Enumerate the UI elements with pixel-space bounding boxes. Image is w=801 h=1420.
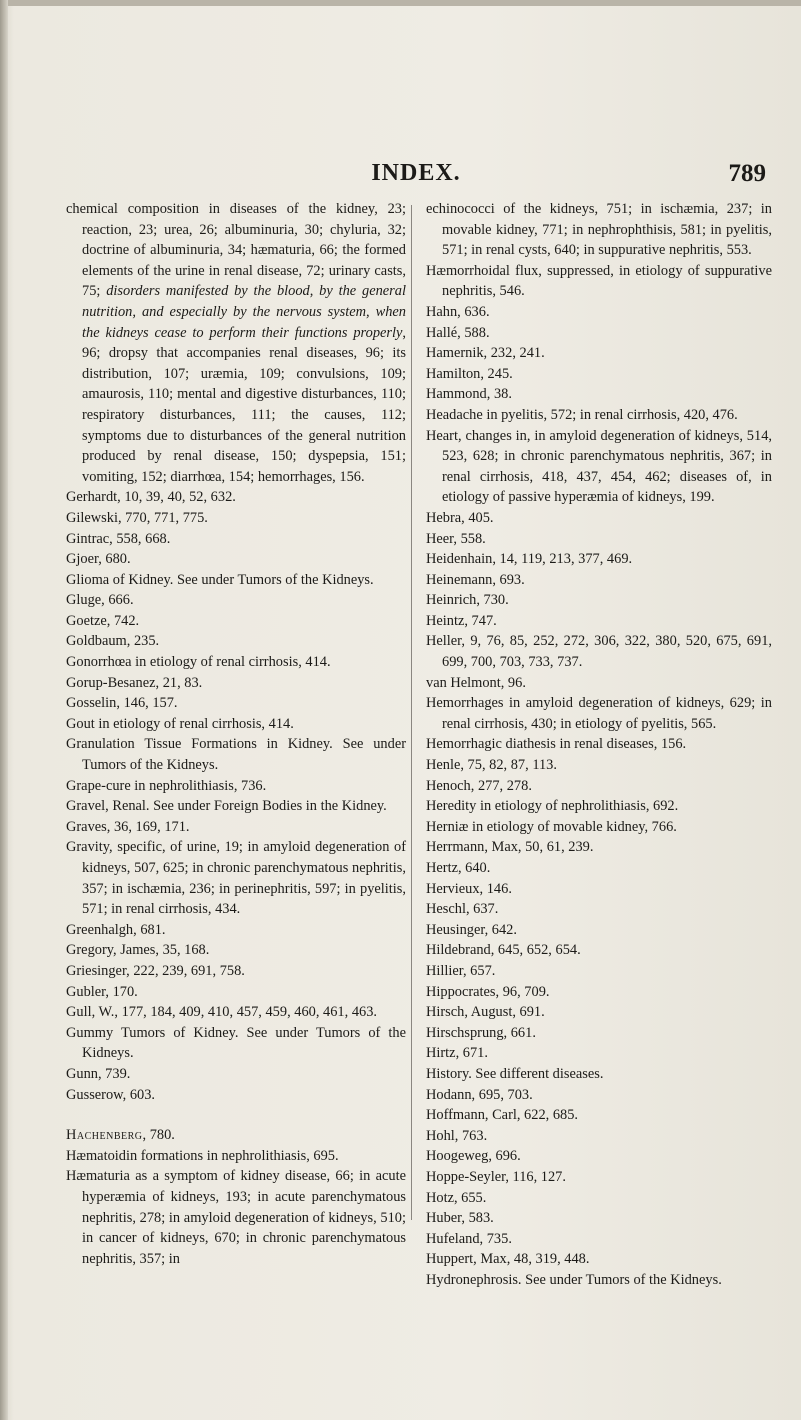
letter-section-gap <box>66 1105 406 1125</box>
index-entry <box>426 199 772 261</box>
page-header <box>66 160 766 190</box>
index-entry <box>66 1064 406 1085</box>
entry-text: Heinemann, 693. <box>426 571 525 588</box>
entry-text: Gusserow, 603. <box>66 1086 155 1103</box>
running-title: INDEX. <box>371 160 461 186</box>
entry-italic-text: disorders manifested by the blood, by the general nutrition, and especially by the nervous system, when the kidneys cease to perform their functions properly <box>82 283 406 341</box>
entry-text: Glioma of Kidney. See under Tumors of the Kidneys. <box>66 571 374 588</box>
index-entry <box>426 364 772 385</box>
entry-text: Hahn, 636. <box>426 303 490 320</box>
entry-text: Hirsch, August, 691. <box>426 1004 545 1021</box>
index-entry <box>66 652 406 673</box>
entry-text: chemical composition in diseases of the kidney, 23; reaction, 23; urea, 26; albuminuria, 30; chyluria, 32; doctrine of albuminuria, 34; hæmaturia, 66; the formed elements of the urine in renal disease, 72; urinary casts, 75; <box>66 201 406 300</box>
entry-text: Heinrich, 730. <box>426 592 509 609</box>
entry-text: Hodann, 695, 703. <box>426 1086 533 1103</box>
entry-text: Hirschsprung, 661. <box>426 1024 536 1041</box>
entry-text: Hydronephrosis. See under Tumors of the Kidneys. <box>426 1271 722 1288</box>
entry-text: Hirtz, 671. <box>426 1045 488 1062</box>
index-entry <box>426 508 772 529</box>
index-entry <box>66 1023 406 1064</box>
entry-text: Hamilton, 245. <box>426 365 513 382</box>
index-entry <box>426 590 772 611</box>
entry-text: , 96; dropsy that accompanies renal diseases, 96; its distribution, 107; uræmia, 109; convulsions, 109; amaurosis, 110; mental and digestive disturbances, 110; respiratory disturbances, 111; the causes, 112; symptoms due to disturbances of the general nutrition produced by renal disease, 150; dyspepsia, 151; vomiting, 152; diarrhœa, 154; hemorrhages, 156. <box>82 324 406 485</box>
entry-text: Greenhalgh, 681. <box>66 921 166 938</box>
entry-text: Hæmorrhoidal flux, suppressed, in etiology of suppurative nephritis, 546. <box>426 262 772 300</box>
column-divider <box>411 205 412 1220</box>
index-entry <box>426 570 772 591</box>
index-entry <box>426 1105 772 1126</box>
entry-text: Graves, 36, 169, 171. <box>66 818 190 835</box>
index-entry <box>66 734 406 775</box>
index-entry <box>426 879 772 900</box>
entry-text: Gravity, specific, of urine, 19; in amyloid degeneration of kidneys, 507, 625; in chronic parenchymatous nephritis, 357; in ischæmia, 236; in perinephritis, 597; in pyelitis, 571; in renal cirrhosis, 434. <box>66 839 406 918</box>
entry-text: Gubler, 170. <box>66 983 138 1000</box>
index-entry <box>426 1188 772 1209</box>
entry-text: Hamernik, 232, 241. <box>426 345 545 362</box>
entry-text: Hoppe-Seyler, 116, 127. <box>426 1168 566 1185</box>
index-entry <box>66 590 406 611</box>
index-entry <box>66 529 406 550</box>
index-entry <box>66 961 406 982</box>
entry-text: Hebra, 405. <box>426 509 494 526</box>
entry-text: Heart, changes in, in amyloid degeneration of kidneys, 514, 523, 628; in chronic parenchymatous nephritis, 367; in renal cirrhosis, 418, 437, 454, 462; diseases of, in etiology of passive hyperæmia of kidneys, 199. <box>426 427 772 506</box>
entry-text: Gull, W., 177, 184, 409, 410, 457, 459, 460, 461, 463. <box>66 1004 378 1021</box>
entry-text: Grape-cure in nephrolithiasis, 736. <box>66 777 267 794</box>
index-entry <box>66 817 406 838</box>
entry-text: Henle, 75, 82, 87, 113. <box>426 757 557 774</box>
index-entry <box>426 755 772 776</box>
index-entry <box>426 899 772 920</box>
index-entry <box>426 1249 772 1270</box>
entry-text: Gummy Tumors of Kidney. See under Tumors of the Kidneys. <box>66 1024 406 1062</box>
entry-text: Heidenhain, 14, 119, 213, 377, 469. <box>426 551 633 568</box>
entry-text: Headache in pyelitis, 572; in renal cirrhosis, 420, 476. <box>426 406 738 423</box>
index-entry <box>66 1002 406 1023</box>
index-entry <box>426 940 772 961</box>
entry-text: Herrmann, Max, 50, 61, 239. <box>426 839 594 856</box>
entry-text: Goetze, 742. <box>66 612 140 629</box>
index-entry <box>426 384 772 405</box>
index-entry <box>66 1146 406 1167</box>
index-entry <box>426 1229 772 1250</box>
index-column-right <box>426 199 772 1290</box>
entry-text: Hæmatoidin formations in nephrolithiasis, 695. <box>66 1147 339 1164</box>
index-entry <box>426 405 772 426</box>
entry-text: Hohl, 763. <box>426 1127 488 1144</box>
index-entry <box>66 920 406 941</box>
index-entry <box>426 837 772 858</box>
entry-text: Hufeland, 735. <box>426 1230 512 1247</box>
index-entry <box>426 734 772 755</box>
page-top-edge <box>0 0 801 6</box>
index-entry <box>426 549 772 570</box>
index-entry <box>66 1085 406 1106</box>
entry-text: Gunn, 739. <box>66 1065 131 1082</box>
entry-text: Huppert, Max, 48, 319, 448. <box>426 1251 590 1268</box>
entry-text: Hillier, 657. <box>426 962 496 979</box>
entry-text: echinococci of the kidneys, 751; in ischæmia, 237; in movable kidney, 771; in nephrophthisis, 581; in pyelitis, 571; in renal cysts, 640; in suppurative nephritis, 553. <box>426 201 772 259</box>
entry-text: Gjoer, 680. <box>66 551 131 568</box>
entry-text: Hammond, 38. <box>426 386 512 403</box>
index-entry <box>426 776 772 797</box>
entry-text: Hotz, 655. <box>426 1189 487 1206</box>
index-entry <box>66 199 406 487</box>
index-entry <box>426 529 772 550</box>
page-binding-edge <box>0 0 8 1420</box>
index-entry <box>426 1043 772 1064</box>
index-entry <box>66 982 406 1003</box>
entry-text: Gravel, Renal. See under Foreign Bodies in the Kidney. <box>66 798 387 815</box>
entry-text: Hervieux, 146. <box>426 880 512 897</box>
index-entry <box>426 1126 772 1147</box>
index-entry <box>426 1064 772 1085</box>
index-entry <box>426 673 772 694</box>
entry-text: Hoffmann, Carl, 622, 685. <box>426 1107 579 1124</box>
index-entry <box>66 940 406 961</box>
entry-text: Griesinger, 222, 239, 691, 758. <box>66 962 245 979</box>
entry-text: Hoogeweg, 696. <box>426 1148 521 1165</box>
index-entry <box>426 1085 772 1106</box>
entry-text: Gorup-Besanez, 21, 83. <box>66 674 203 691</box>
entry-text: Hippocrates, 96, 709. <box>426 983 550 1000</box>
index-entry <box>66 673 406 694</box>
entry-text: Goldbaum, 235. <box>66 633 160 650</box>
index-entry <box>426 426 772 508</box>
entry-text: Gluge, 666. <box>66 592 134 609</box>
index-entry <box>426 261 772 302</box>
entry-text: Gerhardt, 10, 39, 40, 52, 632. <box>66 489 236 506</box>
entry-text: History. See different diseases. <box>426 1065 604 1082</box>
entry-text: Gilewski, 770, 771, 775. <box>66 509 208 526</box>
index-entry <box>426 982 772 1003</box>
entry-text: Hemorrhages in amyloid degeneration of kidneys, 629; in renal cirrhosis, 430; in etiology of pyelitis, 565. <box>426 695 772 732</box>
index-entry <box>66 693 406 714</box>
index-entry <box>66 1125 406 1146</box>
entry-text: Heschl, 637. <box>426 901 499 918</box>
index-entry <box>426 1002 772 1023</box>
entry-text: Gintrac, 558, 668. <box>66 530 171 547</box>
index-entry <box>426 1023 772 1044</box>
index-entry <box>426 817 772 838</box>
index-entry <box>426 920 772 941</box>
index-entry <box>426 343 772 364</box>
index-entry <box>66 1166 406 1269</box>
index-column-left <box>66 199 406 1269</box>
index-entry <box>426 796 772 817</box>
index-entry <box>426 693 772 734</box>
index-entry <box>66 611 406 632</box>
entry-text: Gout in etiology of renal cirrhosis, 414. <box>66 715 294 732</box>
index-entry <box>426 611 772 632</box>
entry-text: Heintz, 747. <box>426 612 497 629</box>
entry-text: Heer, 558. <box>426 530 486 547</box>
index-entry <box>426 323 772 344</box>
entry-text: Heller, 9, 76, 85, 252, 272, 306, 322, 380, 520, 675, 691, 699, 700, 703, 733, 737. <box>426 633 772 671</box>
entry-text: Granulation Tissue Formations in Kidney. See under Tumors of the Kidneys. <box>66 736 406 774</box>
index-entry <box>426 858 772 879</box>
index-entry <box>66 837 406 919</box>
index-entry <box>66 714 406 735</box>
entry-text: Hildebrand, 645, 652, 654. <box>426 942 581 959</box>
index-entry <box>426 302 772 323</box>
index-entry <box>66 570 406 591</box>
index-entry <box>66 631 406 652</box>
entry-text: Gregory, James, 35, 168. <box>66 942 210 959</box>
index-entry <box>66 776 406 797</box>
entry-text: Heusinger, 642. <box>426 921 517 938</box>
entry-text: Gonorrhœa in etiology of renal cirrhosis, 414. <box>66 654 331 671</box>
index-entry <box>66 508 406 529</box>
index-entry <box>426 1146 772 1167</box>
entry-text: Hæmaturia as a symptom of kidney disease, 66; in acute hyperæmia of kidneys, 193; in acute parenchymatous nephritis, 278; in amyloid degeneration of kidneys, 510; in cancer of kidneys, 670; in chronic parenchymatous nephritis, 357; in <box>66 1168 406 1267</box>
index-entry <box>426 1270 772 1291</box>
page-number: 789 <box>728 160 766 187</box>
index-entry <box>66 796 406 817</box>
index-entry <box>426 1167 772 1188</box>
entry-text: , 780. <box>142 1127 175 1144</box>
entry-text: Gosselin, 146, 157. <box>66 695 178 712</box>
index-entry <box>426 631 772 672</box>
entry-text: Hertz, 640. <box>426 860 491 876</box>
entry-text: Huber, 583. <box>426 1210 494 1227</box>
entry-text: Hemorrhagic diathesis in renal diseases, 156. <box>426 736 687 753</box>
entry-text: Heredity in etiology of nephrolithiasis, 692. <box>426 798 679 815</box>
index-entry <box>426 1208 772 1229</box>
index-entry <box>66 549 406 570</box>
index-entry <box>66 487 406 508</box>
entry-heading-name: Hachenberg <box>66 1127 143 1144</box>
index-entry <box>426 961 772 982</box>
entry-text: van Helmont, 96. <box>426 674 526 691</box>
entry-text: Henoch, 277, 278. <box>426 777 532 794</box>
entry-text: Herniæ in etiology of movable kidney, 766. <box>426 818 677 835</box>
entry-text: Hallé, 588. <box>426 324 490 341</box>
